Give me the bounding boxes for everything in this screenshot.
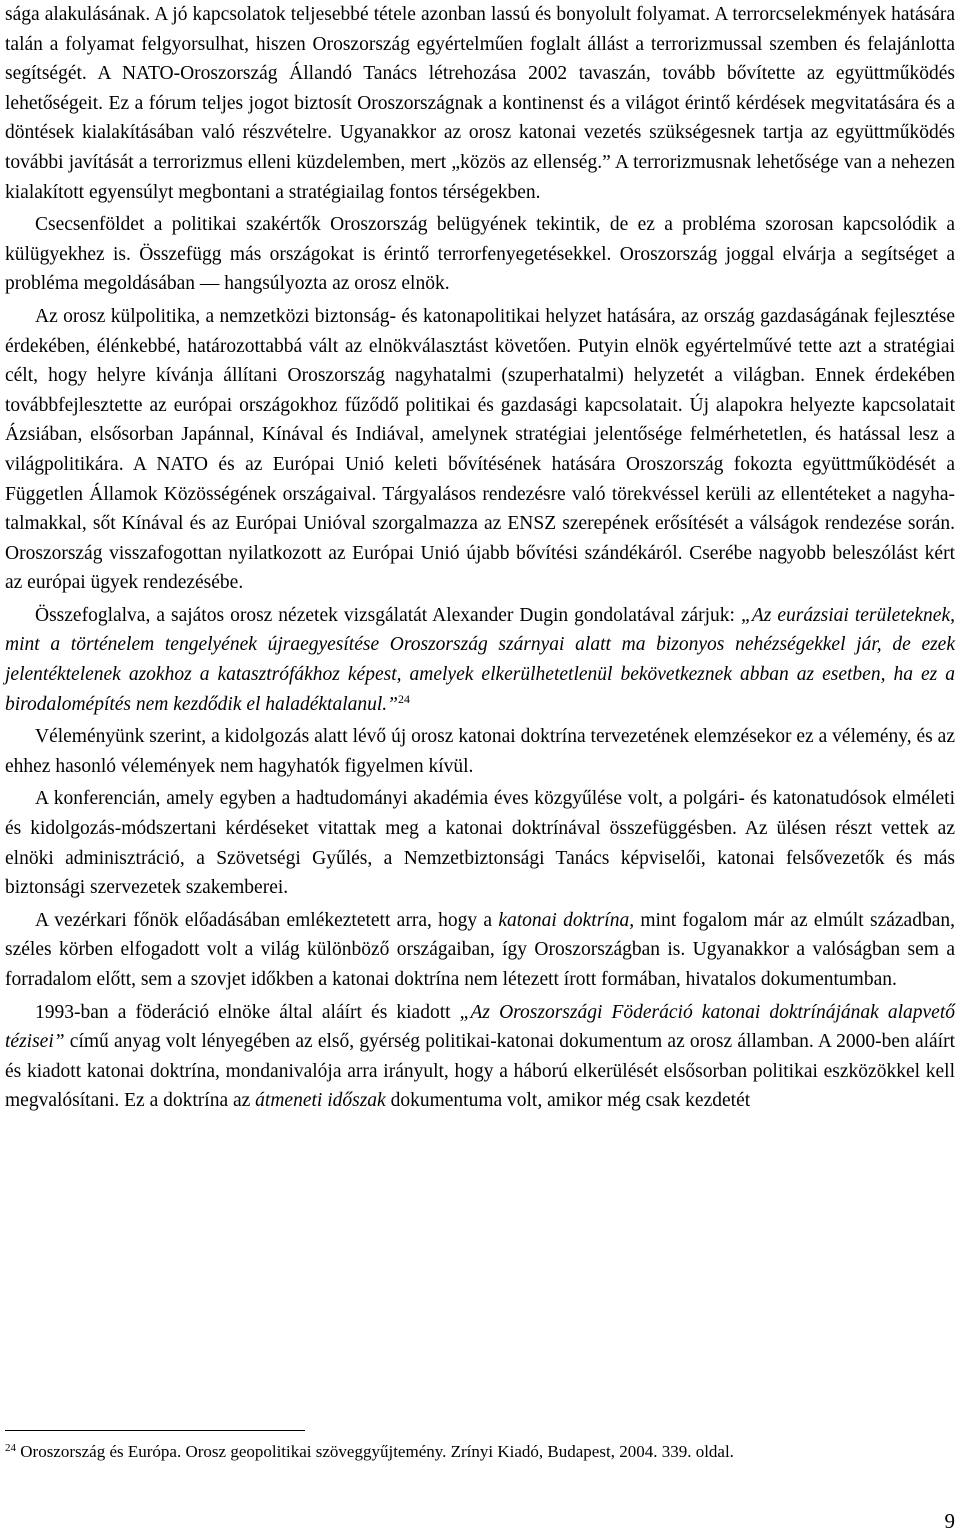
- paragraph-text: Csecsenföldet a politikai szakértők Oroszország belügyének tekintik, de ez a probléma szorosan kapcsolódik a külügyekhez is. Összefügg más országokat is érintő terrorfenyegetésekkel. Oroszország joggal elvárja a segítséget a probléma megoldásában — hangsúlyozta az orosz elnök.: [5, 214, 955, 295]
- paragraph: [5, 998, 955, 1116]
- paragraph-text: 1993-ban a föderáció elnöke által aláírt és kiadott: [35, 1001, 460, 1023]
- paragraph-text: mint fogalom már az elmúlt században, széles körben elfogadott volt a világ különböző országaiban, így Oroszországban is. Ugyanakkor a valóságban sem a forradalom előtt, sem a szovjet időkben a katonai doktrína nem létezett írott formában, hivatalos dokumentumban.: [5, 909, 955, 990]
- paragraph-text: A vezérkari főnök előadásában emlékeztetett arra, hogy a: [35, 909, 499, 931]
- paragraph-text: című anyag volt lényegében az első, gyérség politikai-katonai dokumentum az orosz államban. A 2000-ben aláírt és kiadott katonai doktrína, mondanivalója arra irányult, hogy a háború elkerülését elsősorban politikai eszközökkel kell megvalósítani. Ez a doktrína az: [5, 1031, 955, 1112]
- italic-text: „Az eurázsiai területeknek, mint a történelem tengelyének újraegyesítése Oroszország szárnyai alatt ma bizonyos nehézségekkel jár, de ezek jelentéktelenek azokhoz a katasztrófákhoz képest, amelyek elkerülhetetlenül bekövetkeznek abban az esetben, ha ez a birodalomépítés nem kezdődik el haladéktalanul.”: [5, 604, 955, 715]
- paragraph: [5, 210, 955, 299]
- paragraph: [5, 722, 955, 781]
- paragraph-text: dokumentuma volt, amikor még csak kezdetét: [385, 1090, 751, 1112]
- paragraph: [5, 0, 955, 207]
- paragraph-text: Az orosz külpolitika, a nemzetközi biztonság- és katonapolitikai helyzet hatására, az ország gazdaságának fejlesztése érdekében, élénkebbé, határozottabbá vált az elnökválasztást követően. Putyin elnök egyértelművé tette azt a stratégiai célt, hogy helyre kívánja állítani Oroszország nagyhatalmi (szuperhatalmi) helyzetét a világban. Ennek érdekében továbbfejlesztette az európai országokhoz fűződő politikai és gazdasági kapcsolatait. Új alapokra helyezte kapcsolatait Ázsiában, elsősorban Japánnal, Kínával és Indiával, amelynek stratégiai jelentősége felmérhetetlen, és hatással lesz a világpolitikára. A NATO és az Európai Unió keleti bővítésének hatására Oroszország fokozta együttműködését a Független Államok Közösségének országaival. Tárgyalásos rendezésre való törekvéssel kerüli az ellentéteket a nagyhatalmakkal, sőt Kínával és az Európai Unióval szorgalmazza az ENSZ szerepének erősítését a válságok rendezése során. Oroszország visszafogottan nyilatkozott az Európai Unió újabb bővítési szándékáról. Cserébe nagyobb beleszólást kért az európai ügyek rendezésébe.: [5, 305, 955, 594]
- page: [5, 0, 955, 1116]
- footnote-text: Oroszország és Európa. Orosz geopolitikai szöveggyűjtemény. Zrínyi Kiadó, Budapest, 2004. 339. oldal.: [20, 1442, 734, 1461]
- footnote-separator: [5, 1430, 305, 1431]
- paragraph: [5, 784, 955, 902]
- italic-text: „Az Oroszországi Föderáció katonai doktrínájának alapvető tézisei”: [5, 1001, 955, 1053]
- footnote-reference: 24: [398, 691, 410, 706]
- paragraph-text: sága alakulásának. A jó kapcsolatok teljesebbé tétele azonban lassú és bonyolult folyamat. A terrorcselekmények hatására talán a folyamat felgyorsulhat, hiszen Oroszország egyértelműen foglalt állást a terrorizmussal szemben és felajánlotta segítségét. A NATO-Oroszország Állandó Tanács létrehozása 2002 tavaszán, tovább bővítette az együttműködés lehetőségeit. Ez a fórum teljes jogot biztosít Oroszországnak a kontinenst és a világot érintő kérdések megvitatására és a döntések kialakításában való részvételre. Ugyanakkor az orosz katonai vezetés szükségesnek tartja az együttműködés további javítását a terrorizmus elleni küzdelemben, mert „közös az ellenség.” A terrorizmusnak lehetősége van a nehezen kialakított egyensúlyt megbontani a stratégiailag fontos térségekben.: [5, 4, 955, 203]
- paragraph: [5, 302, 955, 598]
- page-number: 9: [944, 1509, 955, 1533]
- body-text: [5, 0, 955, 1116]
- paragraph-text: A konferencián, amely egyben a hadtudományi akadémia éves közgyűlése volt, a polgári- és katonatudósok elméleti és kidolgozás-módszertani kérdéseket vitattak meg a katonai doktrínával összefüggésben. Az ülésen részt vettek az elnöki adminisztráció, a Szövetségi Gyűlés, a Nemzetbiztonsági Tanács képviselői, katonai felsővezetők és más biztonsági szervezetek szakemberei.: [5, 788, 955, 899]
- paragraph-text: Véleményünk szerint, a kidolgozás alatt lévő új orosz katonai doktrína tervezetének elemzésekor ez a vélemény, és az ehhez hasonló vélemények nem hagyhatók figyelmen kívül.: [5, 726, 955, 777]
- footnote-marker: 24: [5, 1442, 16, 1454]
- paragraph: [5, 906, 955, 995]
- footnote: [5, 1440, 955, 1464]
- paragraph-text: Összefoglalva, a sajátos orosz nézetek vizsgálatát Alexander Dugin gondolatával zárjuk:: [35, 604, 741, 626]
- italic-text: katonai doktrína,: [498, 909, 635, 931]
- paragraph: [5, 601, 955, 719]
- italic-text: átmeneti időszak: [255, 1090, 386, 1112]
